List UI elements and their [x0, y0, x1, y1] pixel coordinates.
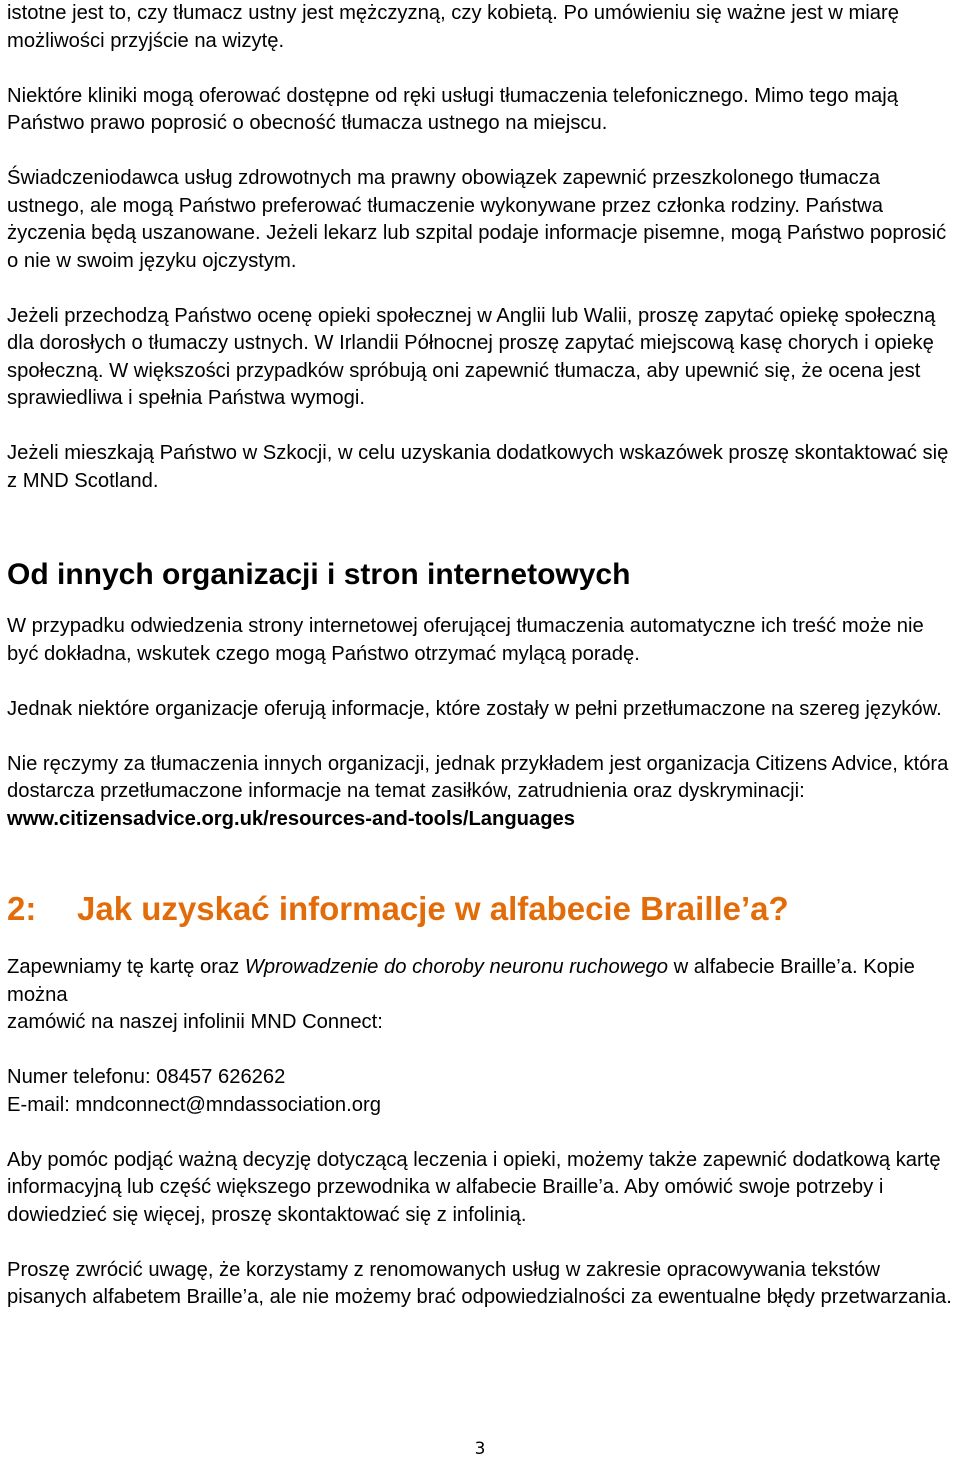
- paragraph-interpreter-gender: istotne jest to, czy tłumacz ustny jest mężczyzną, czy kobietą. Po umówieniu się ważne jest w miarę możliwości przyjście na wizytę.: [7, 2, 899, 52]
- braille-copies-title: Wprowadzenie do choroby neuronu ruchowego: [244, 956, 668, 978]
- phone-number: Numer telefonu: 08457 626262: [7, 1066, 286, 1088]
- citizens-advice-text: Nie ręczymy za tłumaczenia innych organizacji, jednak przykładem jest organizacja Citizens Advice, która dostarcza przetłumaczone informacje na temat zasiłków, zatrudnienia oraz dyskryminacji:: [7, 752, 949, 802]
- section-heading-other-organisations: Od innych organizacji i stron internetowych: [7, 558, 631, 591]
- paragraph-braille-decision-support: Aby pomóc podjąć ważną decyzję dotyczącą leczenia i opieki, możemy także zapewnić dodatkową kartę informacyjną lub część większego przewodnika w alfabecie Braille’a. Aby omówić swoje potrzeby i dowiedzieć się więcej, proszę skontaktować się z infolinią.: [7, 1148, 941, 1226]
- paragraph-scotland: Jeżeli mieszkają Państwo w Szkocji, w celu uzyskania dodatkowych wskazówek proszę skontaktować się z MND Scotland.: [7, 442, 949, 492]
- contact-details: [7, 1064, 957, 1119]
- paragraph-telephone-interpreting: Niektóre kliniki mogą oferować dostępne od ręki usługi tłumaczenia telefonicznego. Mimo tego mają Państwo prawo poprosić o obecność tłumacza ustnego na miejscu.: [7, 84, 898, 134]
- document-page: [7, 0, 957, 1312]
- paragraph-braille-copies: [7, 954, 957, 1037]
- braille-copies-before: Zapewniamy tę kartę oraz: [7, 956, 245, 978]
- page-number: 3: [474, 1439, 486, 1459]
- paragraph-social-care-assessment: Jeżeli przechodzą Państwo ocenę opieki społecznej w Anglii lub Walii, proszę zapytać opiekę społeczną dla dorosłych o tłumaczy ustnych. W Irlandii Północnej proszę zapytać miejscową kasę chorych i opiekę społeczną. W większości przypadków spróbują oni zapewnić tłumacza, aby upewnić się, że ocena jest sprawiedliwa i spełnia Państwa wymogi.: [7, 304, 936, 409]
- paragraph-braille-disclaimer: Proszę zwrócić uwagę, że korzystamy z renomowanych usług w zakresie opracowywania tekstów pisanych alfabetem Braille’a, ale nie możemy brać odpowiedzialności za ewentualne błędy przetwarzania.: [7, 1258, 952, 1308]
- paragraph-translated-organisations: Jednak niektóre organizacje oferują informacje, które zostały w pełni przetłumaczone na szereg języków.: [7, 697, 942, 720]
- braille-copies-line2: zamówić na naszej infolinii MND Connect:: [7, 1011, 383, 1033]
- paragraph-machine-translation: W przypadku odwiedzenia strony internetowej oferującej tłumaczenia automatyczne ich treść może nie być dokładna, wskutek czego mogą Państwo otrzymać mylącą poradę.: [7, 615, 924, 665]
- paragraph-provider-obligation: Świadczeniodawca usług zdrowotnych ma prawny obowiązek zapewnić przeszkolonego tłumacza ustnego, ale mogą Państwo preferować tłumaczenie wykonywane przez członka rodziny. Państwa życzenia będą uszanowane. Jeżeli lekarz lub szpital podaje informacje pisemne, mogą Państwo poprosić o nie w swoim języku ojczystym.: [7, 167, 947, 272]
- email-address[interactable]: E-mail: mndconnect@mndassociation.org: [7, 1093, 381, 1116]
- citizens-advice-link[interactable]: www.citizensadvice.org.uk/resources-and-tools/Languages: [7, 807, 576, 830]
- section-heading-braille: [7, 889, 957, 929]
- section-heading-braille-text: Jak uzyskać informacje w alfabecie Braille’a?: [77, 890, 789, 927]
- paragraph-citizens-advice: [7, 751, 957, 834]
- braille-copies-after: w alfabecie Braille’a. Kopie można: [7, 956, 915, 1006]
- section-number: 2:: [7, 890, 37, 927]
